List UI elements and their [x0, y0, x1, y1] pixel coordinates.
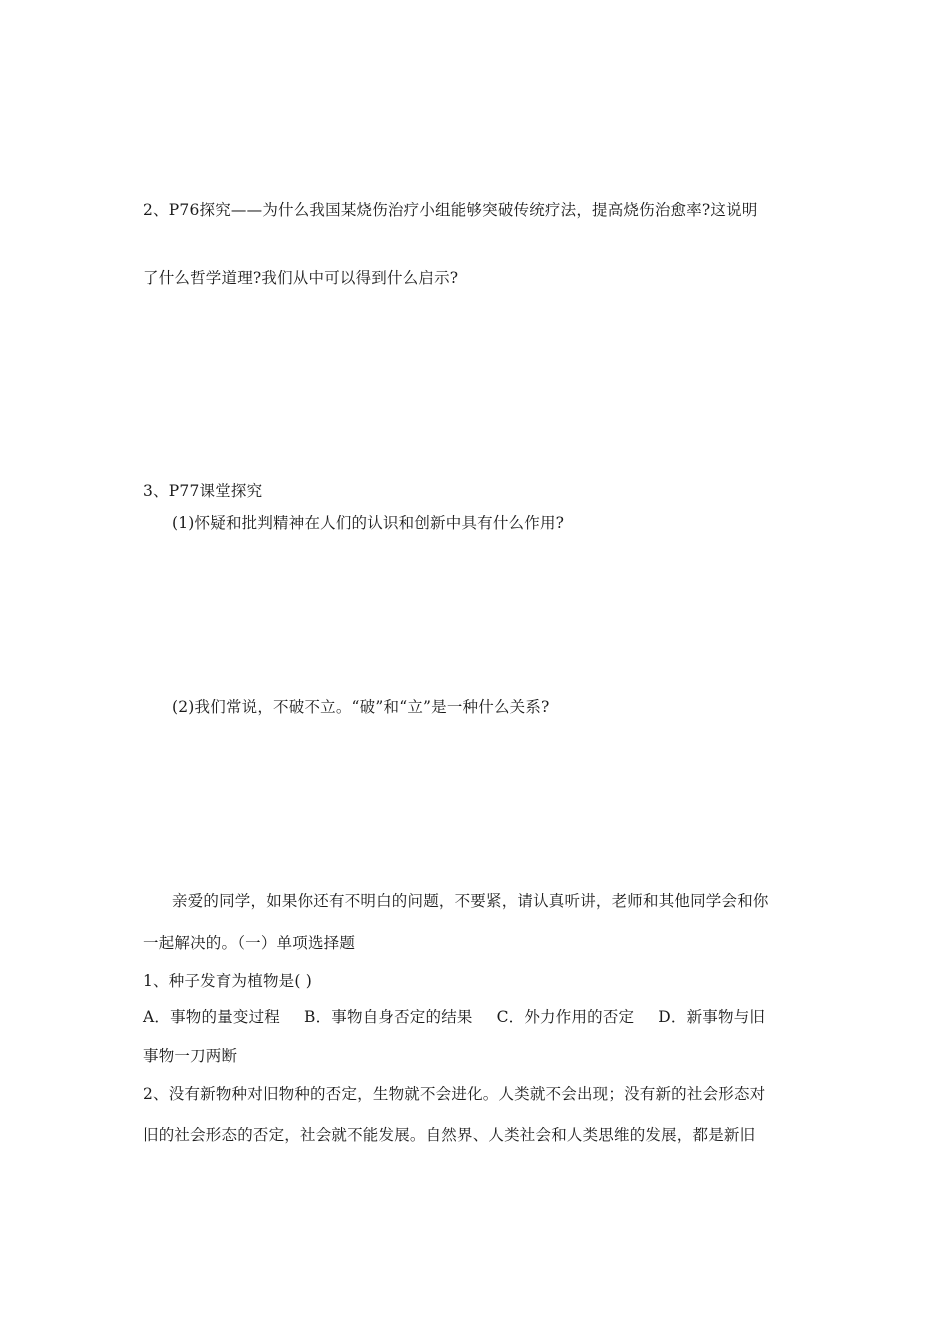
- mcq-2-line-2: 旧的社会形态的否定，社会就不能发展。自然界、人类社会和人类思维的发展，都是新旧: [143, 1126, 756, 1144]
- notice-line-2: 一起解决的。（一）单项选择题: [143, 934, 356, 952]
- question-3-sub-1: (1)怀疑和批判精神在人们的认识和创新中具有什么作用?: [172, 514, 565, 532]
- mcq-1-options: [143, 1006, 765, 1028]
- mcq-1-option-b: B．事物自身否定的结果: [304, 1008, 473, 1026]
- question-3-title: 3、P77课堂探究: [143, 482, 263, 500]
- mcq-1-option-c: C．外力作用的否定: [496, 1008, 635, 1026]
- mcq-2-line-1: 2、没有新物种对旧物种的否定，生物就不会进化。人类就不会出现；没有新的社会形态对: [143, 1085, 766, 1103]
- mcq-1-option-d-continuation: 事物一刀两断: [143, 1047, 238, 1065]
- question-2-line-2: 了什么哲学道理?我们从中可以得到什么启示?: [143, 269, 459, 287]
- mcq-1-stem: 1、种子发育为植物是( ): [143, 972, 312, 990]
- mcq-1-option-d: D．新事物与旧: [658, 1008, 766, 1026]
- question-2-line-1: 2、P76探究——为什么我国某烧伤治疗小组能够突破传统疗法，提高烧伤治愈率?这说明: [143, 201, 758, 219]
- notice-line-1: 亲爱的同学，如果你还有不明白的问题，不要紧，请认真听讲，老师和其他同学会和你: [172, 892, 769, 910]
- question-3-sub-2: (2)我们常说，不破不立。“破”和“立”是一种什么关系?: [172, 698, 550, 716]
- mcq-1-option-a: A．事物的量变过程: [143, 1008, 280, 1026]
